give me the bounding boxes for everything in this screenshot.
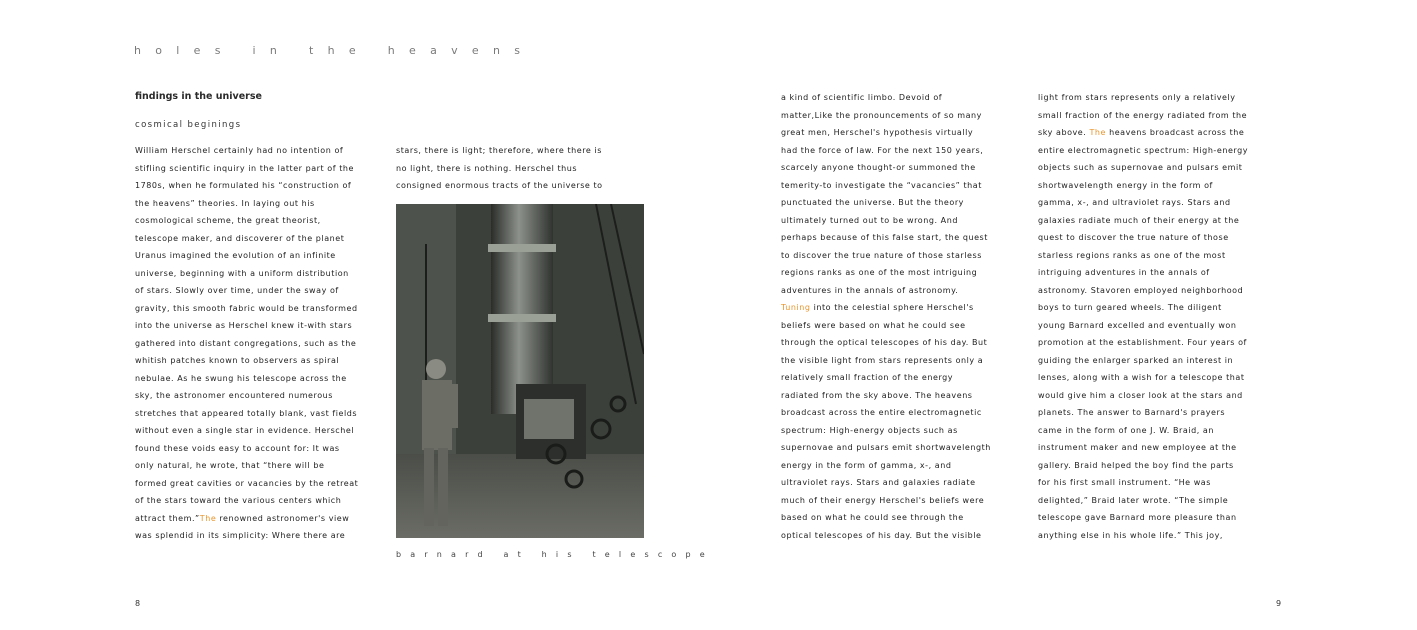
- text-line: was splendid in its simplicity: Where there are: [135, 531, 346, 540]
- text-line: starless regions ranks as one of the most: [1038, 250, 1226, 260]
- text-line: the visible light from stars represents only a: [781, 355, 984, 365]
- text-line: light from stars represents only a relatively: [1038, 93, 1236, 102]
- text-line: telescope gave Barnard more pleasure than: [1038, 513, 1237, 522]
- text-line: without even a single star in evidence. Herschel: [135, 426, 355, 435]
- text-line: small fraction of the energy radiated from the: [1038, 110, 1248, 120]
- text-line: based on what he could see through the: [781, 513, 964, 522]
- text-line: lenses, along with a wish for a telescope that: [1038, 373, 1245, 382]
- text-line: galaxies radiate much of their energy at the: [1038, 215, 1240, 225]
- text-fragment: heavens broadcast across the: [1106, 128, 1245, 137]
- subheading: cosmical beginings: [135, 120, 242, 130]
- text-line: entire electromagnetic spectrum: High-energy: [1038, 145, 1249, 155]
- text-line: had the force of law. For the next 150 years,: [781, 145, 984, 155]
- text-line: stars, there is light; therefore, where there is: [396, 146, 602, 155]
- text-line: gallery. Braid helped the boy find the parts: [1038, 460, 1234, 470]
- text-line: young Barnard excelled and eventually won: [1038, 320, 1237, 330]
- text-fragment: renowned astronomer's view: [216, 513, 350, 523]
- text-fragment: sky above.: [1038, 128, 1090, 137]
- photo-caption: barnard at his telescope: [396, 550, 714, 559]
- running-head: holes in the heavens: [134, 44, 535, 57]
- text-line: of the stars toward the various centers which: [135, 496, 342, 505]
- telescope-illustration: [396, 204, 644, 538]
- text-line: stretches that appeared totally blank, vast fields: [135, 408, 358, 418]
- text-line: of stars. Slowly over time, under the sway of: [135, 286, 339, 295]
- text-line-with-highlight: [1038, 124, 1248, 142]
- text-line: consigned enormous tracts of the universe to: [396, 181, 603, 190]
- text-line-with-highlight: [781, 299, 991, 317]
- text-line: relatively small fraction of the energy: [781, 373, 954, 382]
- text-line: formed great cavities or vacancies by the retreat: [135, 478, 359, 488]
- text-line: nebulae. As he swung his telescope across the: [135, 373, 347, 383]
- text-line: boys to turn geared wheels. The diligent: [1038, 303, 1222, 312]
- text-line: astronomy. Stavoren employed neighborhood: [1038, 285, 1244, 295]
- text-line: much of their energy Herschel's beliefs were: [781, 495, 985, 505]
- section-heading: findings in the universe: [135, 91, 262, 102]
- text-fragment: into the celestial sphere Herschel's: [810, 303, 974, 312]
- text-line: ultimately turned out to be wrong. And: [781, 215, 958, 225]
- text-line: scarcely anyone thought-or summoned the: [781, 163, 976, 172]
- text-line: found these voids easy to account for: It was: [135, 443, 340, 453]
- text-line: adventures in the annals of astronomy.: [781, 285, 959, 295]
- text-line: for his first small instrument. “He was: [1038, 478, 1211, 487]
- text-line: quest to discover the true nature of those: [1038, 233, 1229, 242]
- text-line: perhaps because of this false start, the quest: [781, 233, 988, 242]
- text-line: telescope maker, and discoverer of the planet: [135, 233, 345, 243]
- text-line: temerity-to investigate the “vacancies” that: [781, 180, 982, 190]
- text-line: objects such as supernovae and pulsars emit: [1038, 163, 1243, 172]
- text-line: spectrum: High-energy objects such as: [781, 425, 958, 435]
- highlight-word: Tuning: [781, 303, 811, 312]
- text-line: universe, beginning with a uniform distribution: [135, 268, 349, 278]
- text-line: regions ranks as one of the most intriguing: [781, 268, 978, 277]
- page-number-right: 9: [1276, 599, 1282, 608]
- text-line: intriguing adventures in the annals of: [1038, 268, 1210, 277]
- text-line: the heavens” theories. In laying out his: [135, 198, 315, 208]
- text-column-4: [1038, 89, 1248, 544]
- text-line: beliefs were based on what he could see: [781, 320, 966, 330]
- telescope-photo: [396, 204, 644, 538]
- text-line: William Herschel certainly had no intention of: [135, 146, 344, 155]
- text-line: planets. The answer to Barnard's prayers: [1038, 408, 1226, 417]
- text-line: broadcast across the entire electromagnetic: [781, 408, 982, 417]
- text-line: optical telescopes of his day. But the visible: [781, 530, 982, 540]
- text-line-with-highlight: [135, 510, 358, 528]
- text-line: 1780s, when he formulated his “construction of: [135, 181, 352, 190]
- text-line: great men, Herschel's hypothesis virtually: [781, 128, 974, 137]
- text-line: matter,Like the pronouncements of so many: [781, 110, 982, 120]
- text-line: gravity, this smooth fabric would be transformed: [135, 303, 358, 313]
- text-line: would give him a closer look at the stars and: [1038, 390, 1243, 400]
- text-line: whitish patches known to observers as spiral: [135, 356, 340, 365]
- text-line: instrument maker and new employee at the: [1038, 443, 1237, 452]
- text-column-2: [396, 142, 603, 195]
- text-line: punctuated the universe. But the theory: [781, 198, 964, 207]
- text-line: no light, there is nothing. Herschel thus: [396, 163, 578, 173]
- text-line: supernovae and pulsars emit shortwavelength: [781, 443, 991, 452]
- text-column-1: [135, 142, 358, 545]
- text-line: shortwavelength energy in the form of: [1038, 180, 1213, 190]
- text-line: cosmological scheme, the great theorist,: [135, 216, 321, 225]
- text-line: a kind of scientific limbo. Devoid of: [781, 93, 943, 102]
- text-line: only natural, he wrote, that “there will be: [135, 461, 325, 470]
- text-line: sky, the astronomer encountered numerous: [135, 391, 333, 400]
- highlight-word: The: [199, 513, 217, 523]
- text-line: came in the form of one J. W. Braid, an: [1038, 425, 1214, 435]
- text-line: gathered into distant congregations, such as the: [135, 338, 357, 348]
- text-line: gamma, x-, and ultraviolet rays. Stars and: [1038, 198, 1231, 207]
- text-line: delighted,” Braid later wrote. “The simple: [1038, 495, 1229, 505]
- text-line: to discover the true nature of those starless: [781, 250, 982, 260]
- text-line: radiated from the sky above. The heavens: [781, 390, 973, 400]
- text-line: through the optical telescopes of his day. But: [781, 338, 988, 347]
- text-column-3: [781, 89, 991, 544]
- text-line: Uranus imagined the evolution of an infinite: [135, 251, 336, 260]
- text-line: guiding the enlarger sparked an interest in: [1038, 355, 1234, 365]
- text-line: into the universe as Herschel knew it-with stars: [135, 321, 353, 330]
- text-line: energy in the form of gamma, x-, and: [781, 460, 952, 470]
- page-number-left: 8: [135, 599, 141, 608]
- text-line: ultraviolet rays. Stars and galaxies radiate: [781, 478, 976, 487]
- text-line: stifling scientific inquiry in the latter part of the: [135, 163, 354, 173]
- text-line: promotion at the establishment. Four years of: [1038, 338, 1247, 347]
- text-line: anything else in his whole life.” This joy,: [1038, 530, 1223, 540]
- highlight-word: The: [1089, 128, 1106, 137]
- text-fragment: attract them.”: [135, 513, 200, 523]
